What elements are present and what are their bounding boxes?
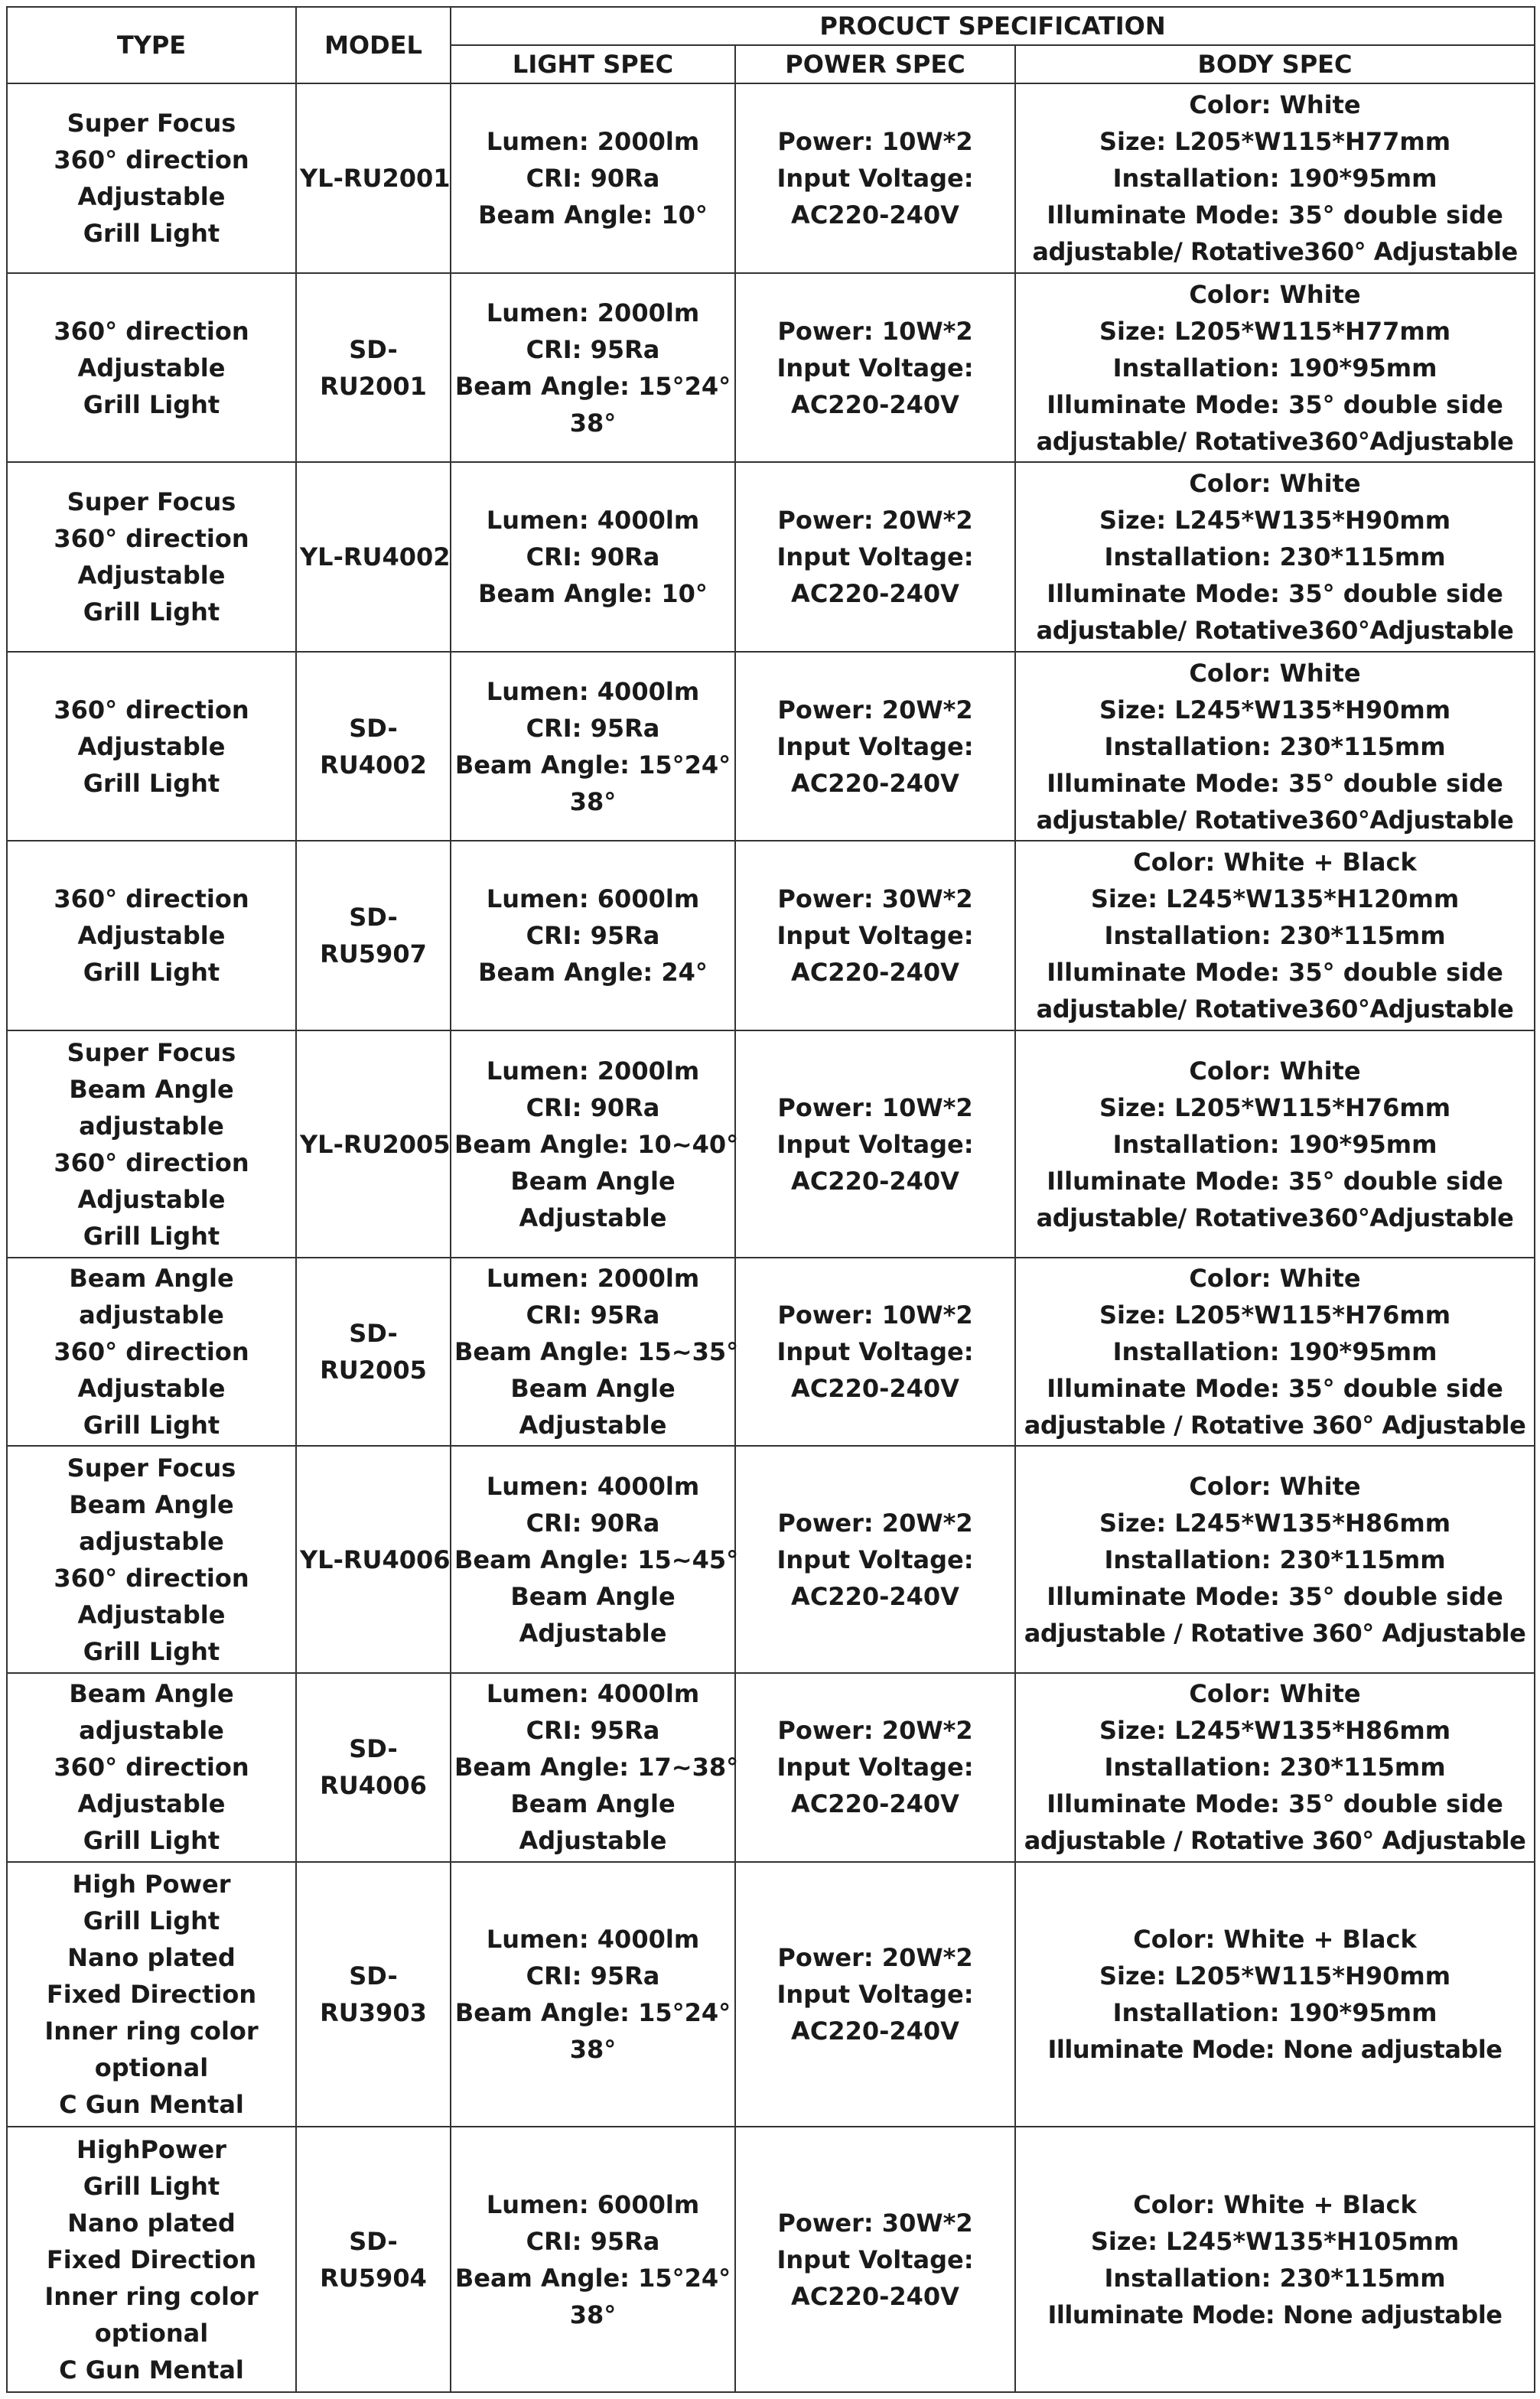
table-row	[7, 1030, 1535, 1258]
cell-line: Nano plated	[67, 2208, 236, 2238]
type-cell	[7, 652, 296, 840]
cell-line: Illuminate Mode: None adjustable	[1047, 2300, 1503, 2329]
cell-line: Illuminate Mode: 35° double side	[1047, 1166, 1503, 1196]
model-cell	[296, 1446, 451, 1673]
cell-line: Grill Light	[83, 219, 220, 249]
cell-line: YL-RU4006	[300, 1545, 451, 1574]
cell-line: SD-	[349, 1961, 398, 1990]
product-spec-table	[6, 6, 1535, 2393]
light-spec-cell	[451, 1258, 739, 1446]
cell-line: Lumen: 4000lm	[486, 1679, 700, 1709]
cell-line: Beam Angle: 15°24°	[454, 371, 731, 401]
cell-line: Input Voltage:	[777, 164, 974, 194]
cell-line: Input Voltage:	[777, 1129, 974, 1159]
spec-table-body	[7, 83, 1535, 2392]
cell-line: Size: L205*W115*H76mm	[1099, 1092, 1451, 1122]
cell-line: Adjustable	[77, 1184, 226, 1214]
model-cell	[296, 1258, 451, 1446]
light-spec-cell	[451, 1030, 739, 1258]
cell-line: adjustable / Rotative 360° Adjustable	[1024, 1826, 1526, 1856]
cell-line: Power: 30W*2	[777, 2208, 973, 2238]
power-spec-cell	[735, 273, 1015, 461]
cell-line: Lumen: 4000lm	[486, 1924, 700, 1954]
cell-line: Beam Angle	[510, 1581, 676, 1611]
cell-line: SD-	[349, 1734, 398, 1764]
table-row	[7, 1673, 1535, 1861]
cell-line: RU5907	[320, 939, 427, 969]
cell-line: 360° direction	[54, 695, 249, 724]
table-row	[7, 462, 1535, 652]
cell-line: AC220-240V	[791, 768, 959, 798]
cell-line: AC220-240V	[791, 2016, 959, 2046]
cell-line: CRI: 90Ra	[526, 164, 660, 194]
cell-line: Power: 10W*2	[777, 127, 973, 157]
body-spec-cell	[1015, 2127, 1535, 2392]
cell-line: Grill Light	[83, 389, 220, 419]
cell-line: Adjustable	[77, 921, 226, 951]
cell-line: YL-RU2005	[300, 1129, 451, 1159]
light-spec-cell	[451, 1673, 739, 1861]
type-cell	[7, 2127, 296, 2392]
cell-line: Adjustable	[77, 182, 226, 212]
model-cell	[296, 273, 451, 461]
cell-line: Size: L245*W135*H90mm	[1099, 506, 1451, 535]
cell-line: adjustable / Rotative 360° Adjustable	[1024, 1618, 1526, 1648]
cell-line: Lumen: 2000lm	[486, 1056, 700, 1086]
body-spec-cell	[1015, 652, 1535, 840]
cell-line: 38°	[569, 2300, 617, 2329]
cell-line: optional	[94, 2052, 209, 2082]
body-spec-cell	[1015, 273, 1535, 461]
power-spec-cell	[735, 462, 1015, 652]
cell-line: Adjustable	[77, 731, 226, 761]
cell-line: Color: White	[1189, 1056, 1361, 1086]
light-spec-header: LIGHT SPEC	[451, 45, 735, 83]
cell-line: Super Focus	[67, 487, 236, 517]
cell-line: CRI: 95Ra	[526, 1716, 660, 1746]
light-spec-cell	[451, 273, 735, 461]
cell-line: Beam Angle: 10~40°	[454, 1129, 739, 1159]
cell-line: Color: White	[1189, 658, 1361, 688]
cell-line: Installation: 230*115mm	[1104, 2263, 1446, 2293]
cell-line: Grill Light	[83, 1221, 220, 1251]
cell-line: Power: 30W*2	[777, 884, 973, 914]
model-cell	[296, 1673, 451, 1861]
cell-line: Installation: 230*115mm	[1104, 1545, 1446, 1574]
cell-line: adjustable/ Rotative360° Adjustable	[1032, 237, 1518, 267]
cell-line: Adjustable	[519, 1411, 667, 1440]
header-row-1	[7, 7, 1535, 45]
cell-line: Beam Angle	[69, 1489, 234, 1519]
cell-line: AC220-240V	[791, 958, 959, 988]
body-spec-cell	[1015, 83, 1535, 273]
cell-line: AC220-240V	[791, 579, 959, 609]
cell-line: Super Focus	[67, 1453, 236, 1483]
cell-line: adjustable/ Rotative360°Adjustable	[1036, 426, 1514, 456]
cell-line: SD-	[349, 903, 398, 933]
cell-line: Input Voltage:	[777, 921, 974, 951]
cell-line: Installation: 190*95mm	[1112, 164, 1437, 194]
cell-line: Size: L205*W115*H77mm	[1099, 127, 1451, 157]
cell-line: Beam Angle: 15~35°	[454, 1337, 739, 1367]
light-spec-cell	[451, 462, 735, 652]
cell-line: YL-RU4002	[300, 542, 451, 572]
cell-line: CRI: 90Ra	[526, 542, 660, 572]
cell-line: Size: L205*W115*H76mm	[1099, 1300, 1451, 1330]
type-cell	[7, 1258, 296, 1446]
cell-line: Grill Light	[83, 1636, 220, 1666]
cell-line: Beam Angle: 15°24°	[454, 1997, 731, 2027]
cell-line: Size: L245*W135*H86mm	[1099, 1716, 1451, 1746]
power-spec-cell	[735, 1673, 1015, 1861]
cell-line: Illuminate Mode: 35° double side	[1047, 958, 1503, 988]
type-cell	[7, 1862, 296, 2127]
cell-line: adjustable	[79, 1716, 224, 1746]
model-cell	[296, 1862, 451, 2127]
cell-line: Size: L245*W135*H86mm	[1099, 1508, 1451, 1538]
cell-line: AC220-240V	[791, 1581, 959, 1611]
cell-line: Lumen: 4000lm	[486, 676, 700, 706]
cell-line: Illuminate Mode: None adjustable	[1047, 2034, 1503, 2064]
cell-line: AC220-240V	[791, 1374, 959, 1404]
body-spec-cell	[1015, 1258, 1535, 1446]
table-row	[7, 1446, 1535, 1673]
cell-line: Beam Angle: 17~38°	[454, 1753, 739, 1782]
cell-line: 38°	[569, 786, 617, 816]
cell-line: Grill Light	[83, 1906, 220, 1935]
power-spec-cell	[735, 1446, 1015, 1673]
cell-line: Adjustable	[77, 1789, 226, 1819]
cell-line: Power: 20W*2	[777, 695, 973, 724]
cell-line: Color: White + Black	[1133, 2189, 1417, 2219]
cell-line: AC220-240V	[791, 200, 959, 230]
body-spec-header: BODY SPEC	[1015, 45, 1535, 83]
power-spec-cell	[735, 1030, 1015, 1258]
cell-line: SD-	[349, 713, 398, 743]
cell-line: Illuminate Mode: 35° double side	[1047, 1374, 1503, 1404]
type-header: TYPE	[7, 7, 296, 83]
cell-line: Beam Angle	[69, 1679, 234, 1709]
cell-line: 360° direction	[54, 1337, 249, 1367]
cell-line: CRI: 90Ra	[526, 1092, 660, 1122]
body-spec-cell	[1015, 1446, 1535, 1673]
cell-line: adjustable/ Rotative360°Adjustable	[1036, 805, 1514, 835]
cell-line: Grill Light	[83, 2171, 220, 2201]
cell-line: 38°	[569, 2034, 617, 2064]
type-cell	[7, 462, 296, 652]
cell-line: Power: 10W*2	[777, 1300, 973, 1330]
cell-line: Adjustable	[519, 1203, 667, 1232]
spec-group-header: PROCUCT SPECIFICATION	[451, 7, 1535, 45]
model-cell	[296, 652, 451, 840]
cell-line: 360° direction	[54, 316, 249, 346]
cell-line: Installation: 190*95mm	[1112, 1337, 1437, 1367]
cell-line: Adjustable	[77, 353, 226, 382]
cell-line: Super Focus	[67, 109, 236, 138]
cell-line: CRI: 95Ra	[526, 2226, 660, 2256]
cell-line: Illuminate Mode: 35° double side	[1047, 389, 1503, 419]
type-cell	[7, 83, 296, 273]
cell-line: Beam Angle: 15°24°	[454, 750, 731, 780]
cell-line: adjustable / Rotative 360° Adjustable	[1024, 1411, 1526, 1440]
power-spec-cell	[735, 841, 1015, 1030]
cell-line: Beam Angle	[510, 1789, 676, 1819]
cell-line: adjustable/ Rotative360°Adjustable	[1036, 994, 1514, 1024]
cell-line: Adjustable	[77, 561, 226, 591]
cell-line: SD-	[349, 1319, 398, 1349]
cell-line: Input Voltage:	[777, 1979, 974, 2009]
cell-line: C Gun Mental	[59, 2089, 244, 2119]
table-row	[7, 1258, 1535, 1446]
model-cell	[296, 83, 451, 273]
cell-line: Illuminate Mode: 35° double side	[1047, 1789, 1503, 1819]
cell-line: SD-	[349, 334, 398, 364]
table-row	[7, 652, 1535, 840]
light-spec-cell	[451, 841, 735, 1030]
cell-line: Beam Angle: 15~45°	[454, 1545, 739, 1574]
cell-line: Lumen: 4000lm	[486, 506, 700, 535]
cell-line: Power: 20W*2	[777, 1716, 973, 1746]
cell-line: Inner ring color	[44, 2281, 259, 2311]
power-spec-cell	[735, 652, 1015, 840]
type-cell	[7, 841, 296, 1030]
cell-line: Adjustable	[77, 1600, 226, 1629]
cell-line: Illuminate Mode: 35° double side	[1047, 200, 1503, 230]
cell-line: Color: White + Black	[1133, 848, 1417, 877]
body-spec-cell	[1015, 1673, 1535, 1861]
cell-line: Input Voltage:	[777, 1545, 974, 1574]
light-spec-cell	[451, 1862, 735, 2127]
cell-line: Power: 10W*2	[777, 316, 973, 346]
cell-line: Color: White	[1189, 469, 1361, 499]
cell-line: 38°	[569, 408, 617, 438]
cell-line: adjustable	[79, 1526, 224, 1556]
cell-line: Size: L245*W135*H90mm	[1099, 695, 1451, 724]
cell-line: C Gun Mental	[59, 2355, 244, 2384]
cell-line: Installation: 190*95mm	[1112, 353, 1437, 382]
cell-line: optional	[94, 2318, 209, 2348]
cell-line: Beam Angle	[510, 1374, 676, 1404]
cell-line: RU5904	[320, 2263, 427, 2293]
power-spec-header: POWER SPEC	[735, 45, 1015, 83]
cell-line: 360° direction	[54, 145, 249, 175]
light-spec-cell	[451, 2127, 735, 2392]
cell-line: adjustable/ Rotative360°Adjustable	[1036, 616, 1514, 646]
type-cell	[7, 1673, 296, 1861]
cell-line: Grill Light	[83, 597, 220, 627]
cell-line: Size: L205*W115*H77mm	[1099, 316, 1451, 346]
cell-line: Installation: 230*115mm	[1104, 731, 1446, 761]
cell-line: Input Voltage:	[777, 1753, 974, 1782]
cell-line: Fixed Direction	[46, 1979, 257, 2009]
cell-line: Power: 20W*2	[777, 1942, 973, 1972]
cell-line: Lumen: 2000lm	[486, 127, 700, 157]
cell-line: Lumen: 6000lm	[486, 884, 700, 914]
cell-line: Color: White	[1189, 90, 1361, 120]
table-row	[7, 83, 1535, 273]
cell-line: adjustable/ Rotative360°Adjustable	[1036, 1203, 1514, 1232]
cell-line: SD-	[349, 2226, 398, 2256]
light-spec-cell	[451, 83, 735, 273]
cell-line: Installation: 230*115mm	[1104, 1753, 1446, 1782]
cell-line: Color: White	[1189, 279, 1361, 309]
cell-line: adjustable	[79, 1300, 224, 1330]
cell-line: Installation: 190*95mm	[1112, 1129, 1437, 1159]
type-cell	[7, 1446, 296, 1673]
cell-line: Size: L205*W115*H90mm	[1099, 1961, 1451, 1990]
cell-line: AC220-240V	[791, 1166, 959, 1196]
cell-line: adjustable	[79, 1111, 224, 1141]
cell-line: Installation: 230*115mm	[1104, 921, 1446, 951]
light-spec-cell	[451, 652, 735, 840]
cell-line: Input Voltage:	[777, 731, 974, 761]
cell-line: Beam Angle: 15°24°	[454, 2263, 731, 2293]
cell-line: Input Voltage:	[777, 1337, 974, 1367]
cell-line: RU2005	[320, 1356, 427, 1385]
cell-line: 360° direction	[54, 1563, 249, 1593]
cell-line: Beam Angle	[69, 1264, 234, 1294]
light-spec-cell	[451, 1446, 739, 1673]
cell-line: Grill Light	[83, 1411, 220, 1440]
cell-line: RU4006	[320, 1771, 427, 1801]
power-spec-cell	[735, 1862, 1015, 2127]
model-cell	[296, 2127, 451, 2392]
cell-line: Adjustable	[519, 1826, 667, 1856]
cell-line: 360° direction	[54, 884, 249, 914]
cell-line: 360° direction	[54, 1147, 249, 1177]
model-cell	[296, 841, 451, 1030]
cell-line: Color: White	[1189, 1264, 1361, 1294]
cell-line: Installation: 230*115mm	[1104, 542, 1446, 572]
cell-line: Lumen: 4000lm	[486, 1471, 700, 1501]
table-row	[7, 273, 1535, 461]
model-cell	[296, 462, 451, 652]
cell-line: Power: 20W*2	[777, 1508, 973, 1538]
cell-line: High Power	[72, 1869, 231, 1899]
cell-line: Grill Light	[83, 958, 220, 988]
cell-line: Inner ring color	[44, 2016, 259, 2046]
table-row	[7, 841, 1535, 1030]
cell-line: CRI: 95Ra	[526, 713, 660, 743]
power-spec-cell	[735, 83, 1015, 273]
cell-line: Grill Light	[83, 1826, 220, 1856]
body-spec-cell	[1015, 841, 1535, 1030]
cell-line: Input Voltage:	[777, 353, 974, 382]
body-spec-cell	[1015, 1862, 1535, 2127]
cell-line: Input Voltage:	[777, 2244, 974, 2274]
cell-line: RU3903	[320, 1997, 427, 2027]
model-cell	[296, 1030, 451, 1258]
cell-line: Lumen: 2000lm	[486, 298, 700, 327]
table-row	[7, 2127, 1535, 2392]
cell-line: Power: 20W*2	[777, 506, 973, 535]
cell-line: CRI: 90Ra	[526, 1508, 660, 1538]
power-spec-cell	[735, 2127, 1015, 2392]
cell-line: Power: 10W*2	[777, 1092, 973, 1122]
cell-line: RU4002	[320, 750, 427, 780]
cell-line: Nano plated	[67, 1942, 236, 1972]
body-spec-cell	[1015, 462, 1535, 652]
cell-line: Adjustable	[77, 1374, 226, 1404]
cell-line: AC220-240V	[791, 2281, 959, 2311]
cell-line: 360° direction	[54, 1753, 249, 1782]
cell-line: Lumen: 6000lm	[486, 2189, 700, 2219]
cell-line: CRI: 95Ra	[526, 334, 660, 364]
cell-line: Illuminate Mode: 35° double side	[1047, 768, 1503, 798]
cell-line: YL-RU2001	[300, 164, 451, 194]
cell-line: Size: L245*W135*H105mm	[1090, 2226, 1460, 2256]
cell-line: Fixed Direction	[46, 2244, 257, 2274]
cell-line: CRI: 95Ra	[526, 1961, 660, 1990]
type-cell	[7, 1030, 296, 1258]
cell-line: CRI: 95Ra	[526, 921, 660, 951]
cell-line: Beam Angle	[69, 1074, 234, 1104]
cell-line: Color: White	[1189, 1471, 1361, 1501]
cell-line: Beam Angle	[510, 1166, 676, 1196]
cell-line: HighPower	[77, 2134, 226, 2164]
type-cell	[7, 273, 296, 461]
cell-line: Size: L245*W135*H120mm	[1090, 884, 1460, 914]
model-header: MODEL	[296, 7, 451, 83]
cell-line: CRI: 95Ra	[526, 1300, 660, 1330]
cell-line: AC220-240V	[791, 389, 959, 419]
power-spec-cell	[735, 1258, 1015, 1446]
cell-line: Illuminate Mode: 35° double side	[1047, 579, 1503, 609]
cell-line: Adjustable	[519, 1618, 667, 1648]
cell-line: RU2001	[320, 371, 427, 401]
cell-line: Illuminate Mode: 35° double side	[1047, 1581, 1503, 1611]
cell-line: Lumen: 2000lm	[486, 1264, 700, 1294]
cell-line: Beam Angle: 24°	[478, 958, 708, 988]
cell-line: Color: White	[1189, 1679, 1361, 1709]
table-row	[7, 1862, 1535, 2127]
cell-line: Super Focus	[67, 1037, 236, 1067]
cell-line: Color: White + Black	[1133, 1924, 1417, 1954]
cell-line: 360° direction	[54, 524, 249, 554]
cell-line: AC220-240V	[791, 1789, 959, 1819]
cell-line: Beam Angle: 10°	[478, 200, 708, 230]
cell-line: Input Voltage:	[777, 542, 974, 572]
body-spec-cell	[1015, 1030, 1535, 1258]
cell-line: Grill Light	[83, 768, 220, 798]
cell-line: Installation: 190*95mm	[1112, 1997, 1437, 2027]
cell-line: Beam Angle: 10°	[478, 579, 708, 609]
